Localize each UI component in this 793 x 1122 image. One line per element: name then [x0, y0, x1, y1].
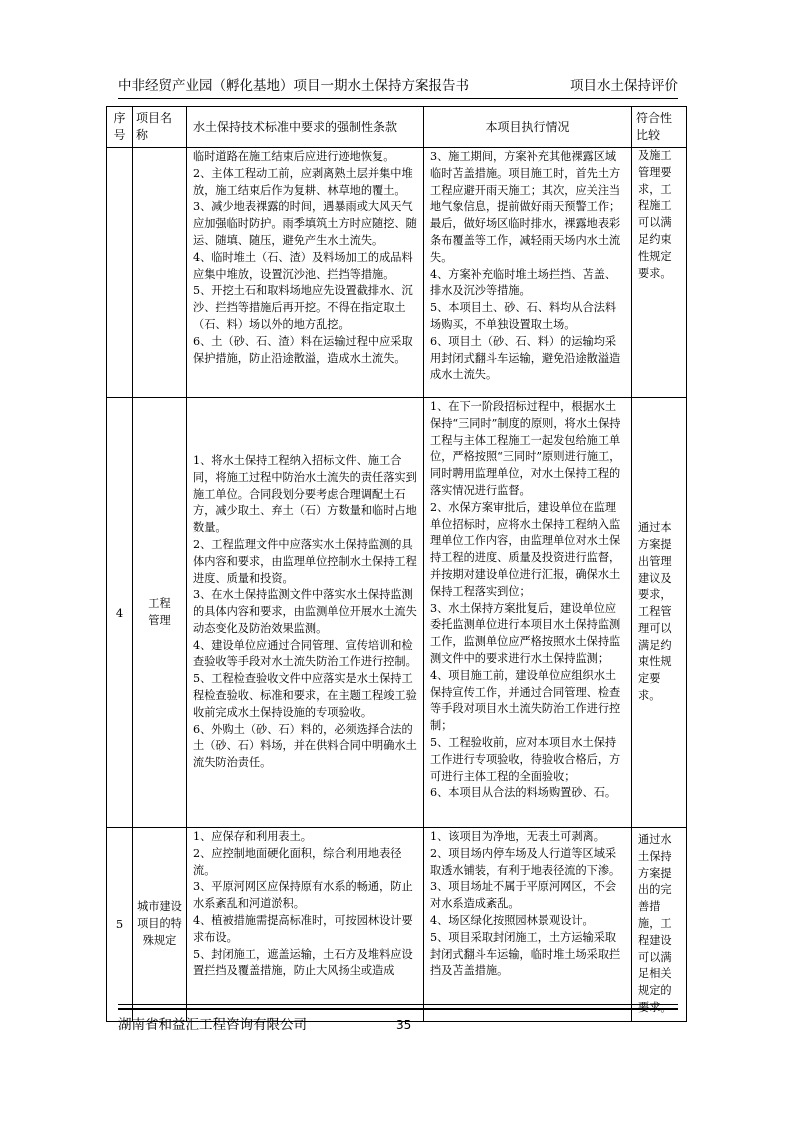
row-execution: 1、该项目为净地，无表土可剥离。 2、项目场内停车场及人行道等区域采取透水铺装，有利于地表径流的下渗。 3、项目场址不属于平原河网区，不会对水系造成紊乱。 4、场区绿化按照园林景观设计。 5、项目采取封闭施工，土方运输采取封闭式翻斗车运输，临时堆土场采取拦挡及苫盖措施。 — [424, 828, 632, 1022]
row-clause: 1、将水土保持工程纳入招标文件、施工合同，将施工过程中防治水土流失的责任落实到施工单位。合同段划分要考虑合理调配土石方，减少取土、弃土（石）方数量和临时占地数量。 2、工程监理文件中应落实水土保持监测的具体内容和要求，由监理单位控制水土保持工程进度、质量和投资。 3、在水土保持监测文件中落实水土保持监测的具体内容和要求，由监测单位开展水土流失动态变化及防治效果监测。 4、建设单位应通过合同管理、宣传培训和检查验收等手段对水土流失防治工作进行控制。 5、工程检查验收文件中应落实是水土保持工程检查验收、标准和要求，在主题工程竣工验收前完成水土保持设施的专项验收。 6、外购土（砂、石）料的，必须选择合法的土（砂、石）料场，并在供料合同中明确水土流失防治责任。 — [187, 398, 424, 828]
row-seq — [107, 148, 133, 398]
row-compliance: 通过水土保持方案提出的完善措施，工程建设可以满足相关规定的要求。 — [632, 828, 687, 1022]
header-execution: 本项目执行情况 — [424, 107, 632, 148]
document-title: 中非经贸产业园（孵化基地）项目一期水土保持方案报告书 — [118, 78, 469, 94]
header-rule — [118, 98, 678, 99]
header-item: 项目名称 — [133, 107, 187, 148]
row-execution: 3、施工期间，方案补充其他裸露区域临时苫盖措施。项目施工时，首先土方工程应避开雨天施工；其次，应关注当地气象信息，提前做好雨天预警工作；最后，做好场区临时排水，裸露地表彩条布覆盖等工作，减轻雨天场内水土流失。 4、方案补充临时堆土场拦挡、苫盖、排水及沉沙等措施。 5、本项目土、砂、石、料均从合法料场购买，不单独设置取土场。 6、项目土（砂、石、料）的运输均采用封闭式翻斗车运输，避免沿途散溢造成水土流失。 — [424, 148, 632, 398]
header-seq: 序号 — [107, 107, 133, 148]
header-compliance: 符合性比较 — [632, 107, 687, 148]
section-title: 项目水土保持评价 — [570, 78, 678, 94]
row-clause: 1、应保存和利用表土。 2、应控制地面硬化面积，综合利用地表径流。 3、平原河网区应保持原有水系的畅通，防止水系紊乱和河道淤积。 4、植被措施需提高标准时，可按园林设计要求布设。 5、封闭施工，遮盖运输，土石方及堆料应设置拦挡及覆盖措施，防止大风扬尘或造成 — [187, 828, 424, 1022]
row-seq: 4 — [107, 398, 133, 828]
table-row — [107, 398, 687, 828]
row-item: 工程 管理 — [133, 398, 187, 828]
table-row — [107, 148, 687, 398]
row-execution: 1、在下一阶段招标过程中，根据水土保持“三同时”制度的原则，将水土保持工程与主体工程施工一起发包给施工单位，严格按照“三同时”原则进行施工，同时聘用监理单位，对水土保持工程的落实情况进行监督。 2、水保方案审批后，建设单位在监理单位招标时，应将水土保持工程纳入监理单位工作内容，由监理单位对水土保持工程的进度、质量及投资进行监督，并按期对建设单位进行汇报，确保水土保持工程落实到位； 3、水土保持方案批复后，建设单位应委托监测单位进行本项目水土保持监测工作，监测单位应严格按照水土保持监测文件中的要求进行水土保持监测； 4、项目施工前，建设单位应组织水土保持宣传工作，并通过合同管理、检查等手段对项目水土流失防治工作进行控制； 5、工程验收前，应对本项目水土保持工作进行专项验收，待验收合格后，方可进行主体工程的全面验收； 6、本项目从合法的料场购置砂、石。 — [424, 398, 632, 828]
compliance-table — [106, 106, 687, 1022]
page-header — [118, 76, 678, 96]
header-clause: 水土保持技术标准中要求的强制性条款 — [187, 107, 424, 148]
table-header-row — [107, 107, 687, 148]
footer-rule-thick — [118, 1008, 678, 1010]
footer-rule — [118, 1004, 678, 1005]
row-clause: 临时道路在施工结束后应进行迹地恢复。 2、主体工程动工前，应剥离熟土层并集中堆放，施工结束后作为复耕、林草地的覆土。 3、减少地表裸露的时间，遇暴雨或大风天气应加强临时防护。雨季填筑土方时应随挖、随运、随填、随压，避免产生水土流失。 4、临时堆土（石、渣）及料场加工的成品料应集中堆放，设置沉沙池、拦挡等措施。 5、开挖土石和取料场地应先设置截排水、沉沙、拦挡等措施后再开挖。不得在指定取土（石、料）场以外的地方乱挖。 6、土（砂、石、渣）料在运输过程中应采取保护措施，防止沿途散溢，造成水土流失。 — [187, 148, 424, 398]
footer-company: 湖南省和益汇工程咨询有限公司 — [118, 1017, 307, 1033]
row-seq: 5 — [107, 828, 133, 1022]
row-item: 城市建设项目的特殊规定 — [133, 828, 187, 1022]
row-item — [133, 148, 187, 398]
row-compliance: 通过本方案提出管理建议及要求，工程管理可以满足约束性规定要求。 — [632, 398, 687, 828]
table-row — [107, 828, 687, 1022]
page-number: 35 — [396, 1018, 412, 1032]
row-compliance: 及施工管理要求，工程施工可以满足约束性规定要求。 — [632, 148, 687, 398]
